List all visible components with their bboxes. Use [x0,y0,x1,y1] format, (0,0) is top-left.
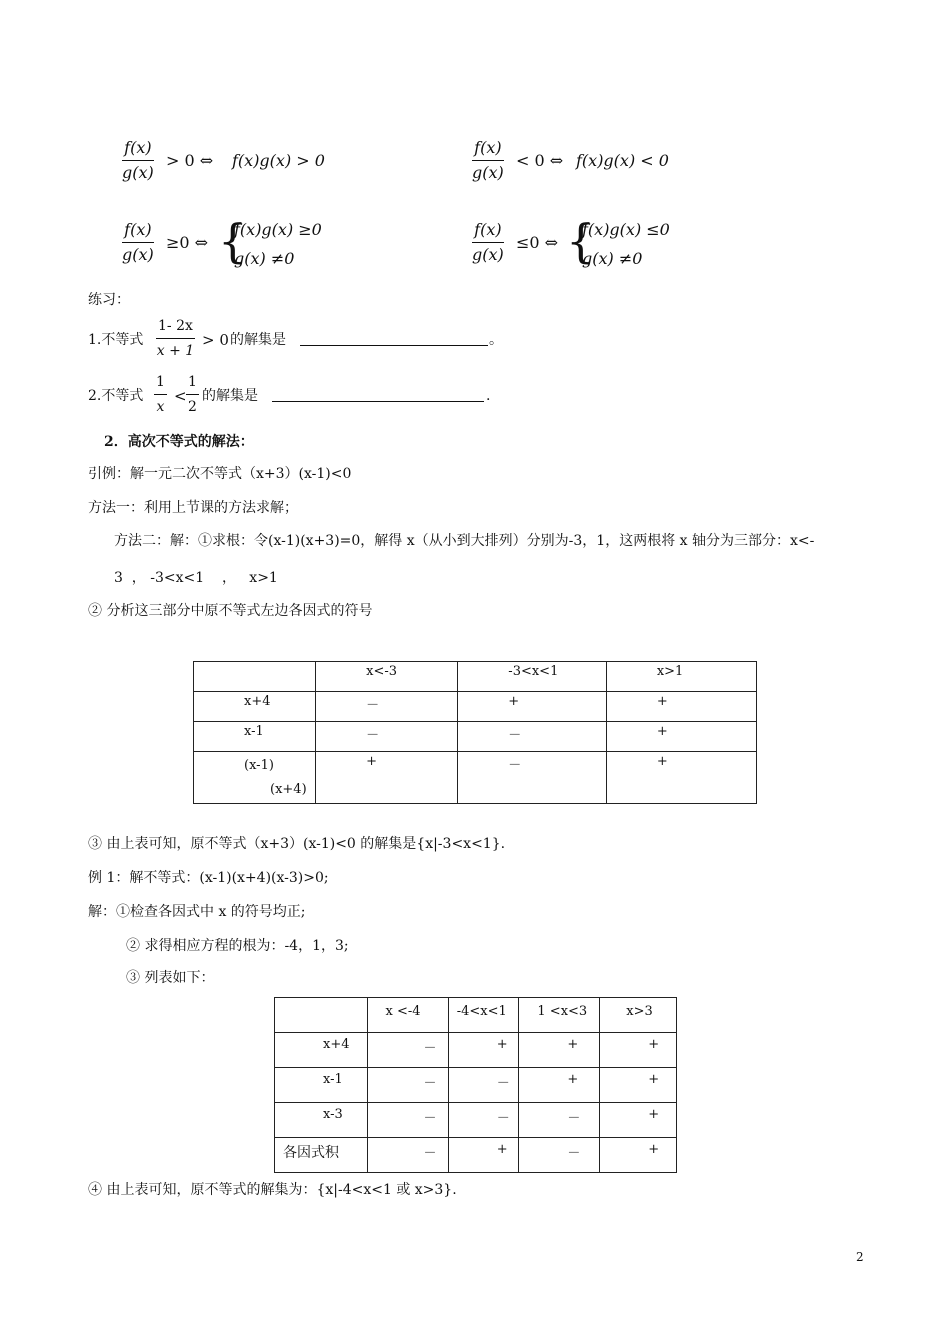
table-1-row-2-label: x-1 [194,722,316,752]
table-2-header-col-4: x>3 [600,998,677,1033]
table-2-header-empty [275,998,368,1033]
table-2-cell: + [448,1138,519,1173]
formula-3-denominator: g(x) [122,245,154,264]
sign-table-2 [274,997,677,1173]
table-1-row-3-label [194,752,316,804]
table-1-row-3-label-line-1: (x-1) [244,758,274,773]
formula-2-fraction [472,138,504,183]
section-2-intro: 引例：解一元二次不等式（x+3）(x-1)<0 [88,466,352,482]
practice-q1-suffix: 的解集是 [230,332,286,348]
formula-4-brace-icon: { [566,214,596,268]
example-1-title: 例 1：解不等式：(x-1)(x+4)(x-3)>0; [88,870,329,886]
table-2-cell: － [367,1138,448,1173]
table-2-cell: － [519,1138,600,1173]
practice-q2-denominator-2: 2 [188,399,197,415]
table-row [194,662,757,692]
practice-q2-end: . [486,388,491,404]
formula-1-numerator: f(x) [122,138,154,161]
practice-q2-numerator-2: 1 [186,372,199,395]
table-1-cell: + [458,692,607,722]
practice-q2-operator: < [174,387,187,405]
table-1-header-col-2: -3<x<1 [458,662,607,692]
table-2-row-3-label: x-3 [275,1103,368,1138]
table-1-cell: + [316,752,458,804]
formula-3-numerator: f(x) [122,220,154,243]
table-2-header-col-1: x <-4 [367,998,448,1033]
table-row [275,1068,677,1103]
formula-4-rhs-line1: f(x)g(x) ≤0 [582,220,670,239]
formula-2-numerator: f(x) [472,138,504,161]
table-1-row-1-label: x+4 [194,692,316,722]
practice-q2-prefix: 2.不等式 [88,388,144,404]
section-2-method-2-line-1: 方法二：解：①求根：令(x-1)(x+3)=0，解得 x（从小到大排列）分别为-3，1，这两根将 x 轴分为三部分：x<- [114,533,815,549]
formula-2-rhs: f(x)g(x) < 0 [576,151,669,170]
formula-3-brace-icon: { [218,214,248,268]
formula-4-rhs-line2: g(x) ≠0 [582,249,643,268]
practice-q1-numerator: 1- 2x [156,316,195,339]
table-2-row-2-label: x-1 [275,1068,368,1103]
table-row [194,722,757,752]
table-1-header-empty [194,662,316,692]
formula-1-operator: > 0 ⇔ [166,151,214,170]
table-1-header-col-1: x<-3 [316,662,458,692]
table-row [275,1138,677,1173]
table-1-cell: － [316,692,458,722]
practice-q1-prefix: 1.不等式 [88,332,144,348]
table-2-cell: － [448,1068,519,1103]
formula-1-fraction [122,138,154,183]
formula-4-denominator: g(x) [472,245,504,264]
formula-4-numerator: f(x) [472,220,504,243]
table-2-row-1-label: x+4 [275,1033,368,1068]
formula-3-rhs-line1: f(x)g(x) ≥0 [234,220,322,239]
practice-q2-fraction-1 [154,372,167,417]
practice-heading: 练习： [88,292,130,308]
formula-4-operator: ≤0 ⇔ [516,233,559,252]
page-number: 2 [856,1250,864,1264]
table-row [275,1033,677,1068]
practice-q1-fraction [156,316,195,361]
practice-q1-denominator: x + 1 [156,343,195,359]
table-2-header-col-2: -4<x<1 [448,998,519,1033]
table-1-header-col-3: x>1 [606,662,756,692]
example-1-step-2: ② 求得相应方程的根为：-4，1，3; [126,938,349,954]
table-2-cell: + [519,1033,600,1068]
table-1-row-3-label-line-2: (x+4) [270,782,307,797]
practice-q2-fraction-2 [186,372,199,417]
sign-table-1 [193,661,757,804]
table-2-cell: + [519,1068,600,1103]
practice-q1-end: 。 [489,332,503,348]
table-2-cell: － [519,1103,600,1138]
table-2-cell: + [448,1033,519,1068]
example-1-step-3: ③ 列表如下： [126,970,215,986]
formula-3-fraction [122,220,154,265]
table-1-cell: + [606,752,756,804]
table-row [194,692,757,722]
formula-3-rhs-line2: g(x) ≠0 [234,249,295,268]
formula-1-rhs: f(x)g(x) > 0 [232,151,325,170]
table-2-cell: + [600,1033,677,1068]
practice-q1-operator: > 0 [202,331,229,349]
practice-q2-suffix: 的解集是 [202,388,258,404]
table-1-cell: － [316,722,458,752]
table-2-cell: + [600,1138,677,1173]
example-1-conclusion: ④ 由上表可知，原不等式的解集为：{x|-4<x<1 或 x>3}. [88,1182,457,1198]
practice-q2-denominator-1: x [156,399,165,415]
table-2-cell: + [600,1103,677,1138]
table-1-cell: － [458,722,607,752]
table-1-cell: － [458,752,607,804]
table-row [275,998,677,1033]
section-2-title: 2．高次不等式的解法： [104,434,254,450]
practice-q1-answer-blank[interactable] [300,331,488,346]
formula-3-operator: ≥0 ⇔ [166,233,209,252]
table-2-header-col-3: 1 <x<3 [519,998,600,1033]
section-2-step-2: ② 分析这三部分中原不等式左边各因式的符号 [88,603,373,619]
practice-q2-numerator-1: 1 [154,372,167,395]
practice-q2-answer-blank[interactable] [272,387,484,402]
formula-1-denominator: g(x) [122,163,154,182]
example-1-step-1: 解：①检查各因式中 x 的符号均正; [88,904,306,920]
section-2-conclusion: ③ 由上表可知，原不等式（x+3）(x-1)<0 的解集是{x|-3<x<1}. [88,836,506,852]
table-2-cell: － [367,1033,448,1068]
section-2-method-2-line-2: 3 ， -3<x<1 ， x>1 [114,570,278,586]
table-row [275,1103,677,1138]
table-2-cell: + [600,1068,677,1103]
table-1-cell: + [606,722,756,752]
formula-2-denominator: g(x) [472,163,504,182]
table-row [194,752,757,804]
table-2-cell: － [367,1103,448,1138]
formula-4-fraction [472,220,504,265]
table-1-cell: + [606,692,756,722]
table-2-cell: － [367,1068,448,1103]
section-2-method-1: 方法一：利用上节课的方法求解； [88,500,298,516]
table-2-row-4-label: 各因式积 [275,1138,368,1173]
table-2-cell: － [448,1103,519,1138]
formula-2-operator: < 0 ⇔ [516,151,564,170]
